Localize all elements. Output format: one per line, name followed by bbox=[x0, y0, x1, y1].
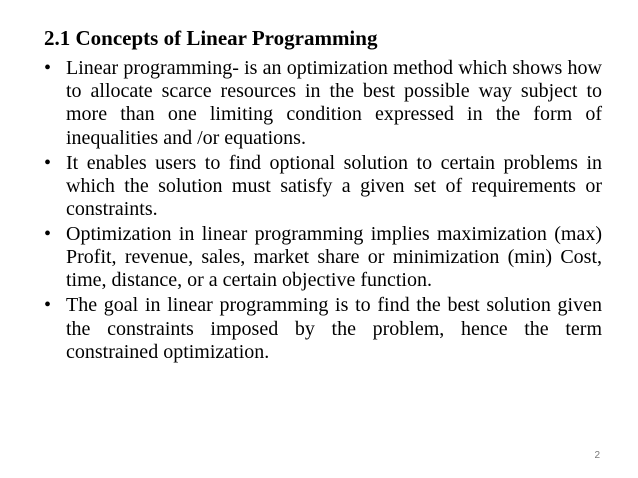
page-number: 2 bbox=[594, 450, 600, 461]
bullet-dot-icon: • bbox=[44, 57, 52, 79]
bullet-item bbox=[44, 57, 602, 150]
slide-title: 2.1 Concepts of Linear Programming bbox=[44, 26, 378, 50]
bullet-dot-icon: • bbox=[44, 223, 52, 246]
bullet-item bbox=[44, 294, 602, 364]
bullet-item bbox=[44, 152, 602, 222]
bullet-text: The goal in linear programming is to find the best solution given the constraints imposed by the problem, hence the term constrained optimization. bbox=[66, 294, 602, 363]
bullet-list bbox=[44, 57, 602, 366]
bullet-item bbox=[44, 223, 602, 293]
bullet-dot-icon: • bbox=[44, 151, 52, 174]
bullet-text: Linear programming- is an optimization method which shows how to allocate scarce resources in the best possible way subject to more than one limiting condition expressed in the form of inequalities and /or equations. bbox=[66, 57, 602, 149]
bullet-text: It enables users to find optional solution to certain problems in which the solution must satisfy a given set of requirements or constraints. bbox=[66, 151, 602, 221]
bullet-text: Optimization in linear programming implies maximization (max) Profit, revenue, sales, market share or minimization (min) Cost, time, distance, or a certain objective function. bbox=[66, 223, 602, 292]
bullet-dot-icon: • bbox=[44, 294, 52, 317]
